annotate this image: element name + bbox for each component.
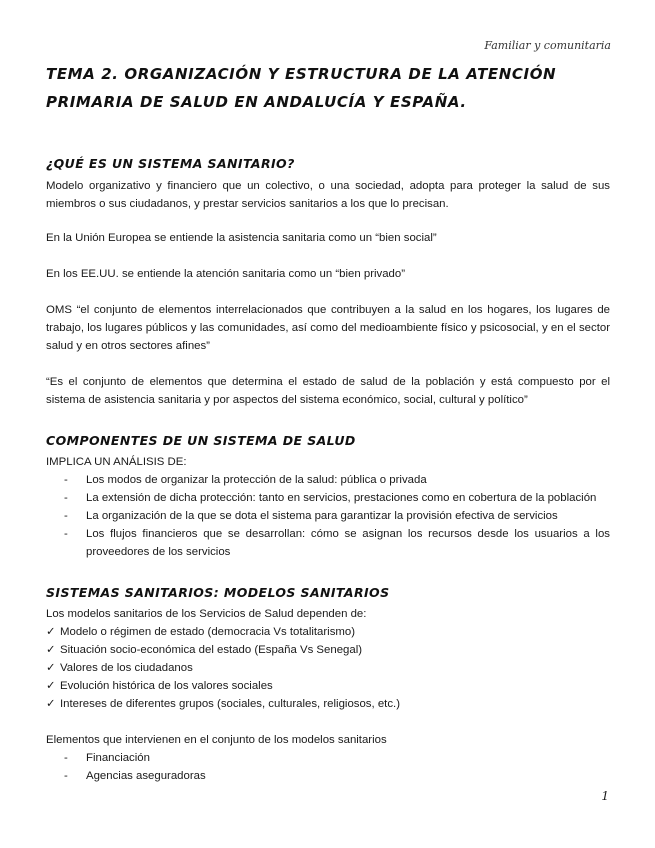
checklist-item: ✓ Valores de los ciudadanos [46, 659, 610, 677]
checklist-item: ✓ Situación socio-económica del estado (España Vs Senegal) [46, 641, 610, 659]
section-heading-componentes: COMPONENTES DE UN SISTEMA DE SALUD [46, 433, 356, 448]
paragraph-eeuu: En los EE.UU. se entiende la atención sanitaria como un “bien privado” [46, 268, 406, 280]
modelos-checklist [46, 623, 610, 713]
page-number: 1 [601, 789, 609, 803]
componentes-list [46, 471, 610, 561]
list-item: - Los flujos financieros que se desarrollan: cómo se asignan los recursos desde los usuarios a los proveedores de los servicios [46, 525, 610, 561]
check-icon: ✓ [46, 680, 56, 692]
list-item: - La extensión de dicha protección: tanto en servicios, prestaciones como en cobertura de la población [46, 489, 610, 507]
elementos-list [46, 749, 610, 785]
modelos-intro: Los modelos sanitarios de los Servicios de Salud dependen de: [46, 608, 367, 620]
checklist-item: ✓ Modelo o régimen de estado (democracia Vs totalitarismo) [46, 623, 610, 641]
elementos-intro: Elementos que intervienen en el conjunto de los modelos sanitarios [46, 734, 387, 746]
componentes-intro: IMPLICA UN ANÁLISIS DE: [46, 456, 187, 468]
document-body [46, 60, 610, 785]
paragraph-oms: OMS “el conjunto de elementos interrelacionados que contribuyen a la salud en los hogares, los lugares de trabajo, los lugares públicos y las comunidades, así como del medioambiente físico y psicosocial, y en el sector salud y en otros sectores afines” [46, 304, 610, 352]
section-heading-sistema-sanitario: ¿QUÉ ES UN SISTEMA SANITARIO? [46, 156, 295, 171]
check-icon: ✓ [46, 698, 56, 710]
list-item: - Los modos de organizar la protección de la salud: pública o privada [46, 471, 610, 489]
checklist-item: ✓ Intereses de diferentes grupos (sociales, culturales, religiosos, etc.) [46, 695, 610, 713]
section-heading-modelos: SISTEMAS SANITARIOS: MODELOS SANITARIOS [46, 585, 390, 600]
list-item: - Financiación [46, 749, 610, 767]
check-icon: ✓ [46, 626, 56, 638]
paragraph-definicion: Modelo organizativo y financiero que un colectivo, o una sociedad, adopta para proteger la salud de sus miembros o sus ciudadanos, y prestar servicios sanitarios a los que lo precisan. [46, 180, 610, 210]
check-icon: ✓ [46, 662, 56, 674]
paragraph-union-europea: En la Unión Europea se entiende la asistencia sanitaria como un “bien social” [46, 232, 437, 244]
list-item: - La organización de la que se dota el sistema para garantizar la provisión efectiva de servicios [46, 507, 610, 525]
paragraph-conjunto: “Es el conjunto de elementos que determina el estado de salud de la población y está compuesto por el sistema de asistencia sanitaria y por aspectos del sistema económico, social, cultural y político” [46, 376, 610, 406]
check-icon: ✓ [46, 644, 56, 656]
page-title: TEMA 2. ORGANIZACIÓN Y ESTRUCTURA DE LA ATENCIÓN PRIMARIA DE SALUD EN ANDALUCÍA Y ESPAÑA. [46, 65, 557, 111]
header-note: Familiar y comunitaria [484, 39, 611, 52]
list-item: - Agencias aseguradoras [46, 767, 610, 785]
checklist-item: ✓ Evolución histórica de los valores sociales [46, 677, 610, 695]
